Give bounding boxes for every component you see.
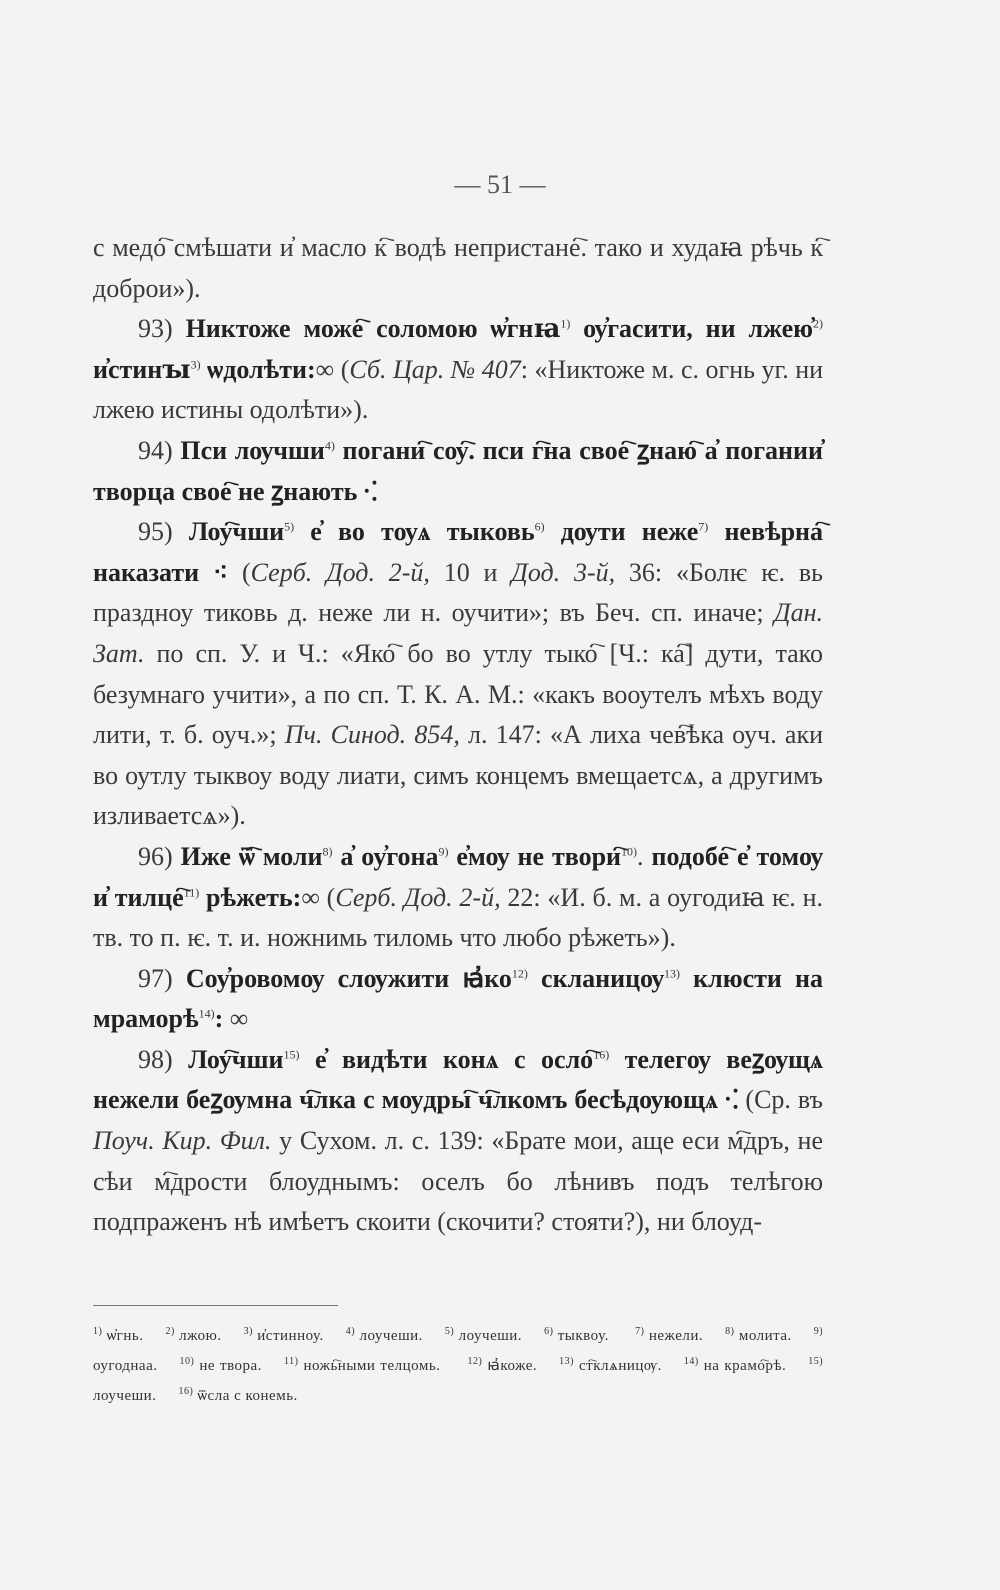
footnote-number: 11) <box>283 1356 299 1367</box>
church-slavonic-text: дѹти неже <box>560 517 699 547</box>
entry-number: 95) <box>138 517 173 547</box>
footnote-number: 13) <box>559 1356 574 1367</box>
footnote <box>165 1328 221 1344</box>
footnote-text: ножь҇ными телцомь. <box>303 1358 441 1374</box>
church-slavonic-text: Иже ѿ҇ моли <box>180 841 323 871</box>
main-text <box>93 228 823 1243</box>
church-slavonic-text: ѹ҆гасити, ни лжею҆ <box>583 314 814 344</box>
footnote-text: ст҇клѧницѹ. <box>579 1358 662 1374</box>
footnote-number: 8) <box>725 1326 735 1337</box>
footnote-ref-2: 2) <box>813 316 824 331</box>
footnote-text: ѡ҆гнь. <box>106 1328 144 1344</box>
paren: ( <box>326 882 336 912</box>
footnote-ref-15: 15) <box>283 1047 300 1062</box>
source-citation: Серб. Дод. 2-й, <box>250 557 430 587</box>
footnote <box>445 1328 522 1344</box>
commentary-text: 10 и <box>429 557 512 587</box>
footnote <box>178 1388 297 1404</box>
footnote-ref-7: 7) <box>698 519 709 534</box>
source-citation: Дод. 3-й, <box>511 557 616 587</box>
church-slavonic-text: клюсти на мраморѣ <box>93 963 824 1034</box>
footnote-ref-11: 11) <box>183 884 200 899</box>
church-slavonic-text: Соу҆ровомѹ слѹжити ꙗ҆ко <box>185 963 512 993</box>
footnote <box>635 1328 703 1344</box>
entry-number: 94) <box>138 435 173 465</box>
commentary-text: у Сухом. л. с. 139: «Брате мои, аще еси м҇дръ, не сѣи м҇дрости блоуднымъ: оселъ бо лѣнивъ подъ телѣгою подпраженъ нѣ имѣетъ скоити (скочити? стояти?), ни блоуд- <box>93 1126 823 1237</box>
footnote-number: 9) <box>813 1326 824 1337</box>
footnote-number: 4) <box>345 1326 356 1337</box>
source-citation: Серб. Дод. 2-й, <box>335 882 501 912</box>
footnote-ref-12: 12) <box>511 966 528 981</box>
entry-number: 93) <box>138 314 173 344</box>
footnote <box>684 1358 786 1374</box>
paren: ( <box>241 557 251 587</box>
footnote-text: ꙗ҆коже. <box>487 1358 538 1374</box>
source-citation: Пч. Синод. 854, <box>284 720 460 750</box>
church-slavonic-text: е҆ во тѹѧ тыковь <box>310 517 535 547</box>
commentary-text: по сп. У. и Ч.: «Яко҇ бо во утлу тыко҇ [Ч.: ка҇] дути, тако безумнаго учити», а по сп. Т. К. А. М.: «какъ вооутелъ мѣхъ воду лити, т. б. оуч.»; <box>93 638 823 750</box>
church-slavonic-text: ѡдолѣти: <box>207 354 316 384</box>
footnote <box>244 1328 324 1344</box>
footnote <box>180 1358 262 1374</box>
footnotes <box>93 1321 823 1411</box>
commentary-text: (Ср. въ <box>738 1085 823 1115</box>
church-slavonic-text: е҆ видѣти конѧ с осло҇ <box>314 1044 594 1074</box>
separator-mark: ∞ <box>301 882 320 912</box>
footnote-text: не твора. <box>199 1358 262 1374</box>
church-slavonic-text: е҆мѹ не твори҇ <box>456 841 622 871</box>
footnote-text: молита. <box>738 1328 792 1344</box>
footnote <box>93 1328 143 1344</box>
entry-95 <box>93 512 823 837</box>
footnote-number: 6) <box>544 1326 554 1337</box>
source-citation: Сб. Цар. № 407 <box>349 354 521 384</box>
page-number: — 51 — <box>454 170 546 199</box>
footnote-text: на крамо҇рѣ. <box>703 1358 787 1374</box>
footnote-number: 14) <box>683 1356 699 1367</box>
commentary-text: 22: «И. б. м. а оугодиꙗ ѥ. н. тв. то п. ѥ. т. и. ножнимь тиломь что любо рѣжеть»). <box>93 882 824 953</box>
footnote-number: 5) <box>444 1326 455 1337</box>
footnote-ref-3: 3) <box>190 357 201 372</box>
footnote-ref-14: 14) <box>198 1006 215 1021</box>
paren: ( <box>340 354 350 384</box>
footnote-text: и҆стинноу. <box>257 1328 324 1344</box>
entry-number: 98) <box>138 1044 173 1074</box>
separator-mark: ∞ <box>229 1004 249 1034</box>
footnote-ref-9: 9) <box>438 844 449 859</box>
church-slavonic-text: и҆стинꙑ <box>93 354 191 384</box>
punctuation: . <box>637 841 652 871</box>
footnote-ref-1: 1) <box>560 316 571 331</box>
church-slavonic-text: невѣрна҇ наказати ⁖ <box>93 517 824 587</box>
church-slavonic-text: : <box>214 1004 224 1034</box>
source-citation: Поуч. Кир. Фил. <box>93 1126 272 1156</box>
footnote-text: лоучеши. <box>93 1388 157 1404</box>
church-slavonic-text: Лоу҇чши <box>188 1044 284 1074</box>
entry-number: 96) <box>138 841 173 871</box>
entry-number: 97) <box>138 963 173 993</box>
footnote-number: 12) <box>467 1356 483 1367</box>
footnote-text: нежели. <box>648 1328 704 1344</box>
church-slavonic-text: Лоу҇чши <box>188 517 285 547</box>
entry-94 <box>93 431 823 512</box>
footnote-text: лоучеши. <box>359 1328 423 1344</box>
commentary-text: : «Никтоже м. с. огнь уг. ни лжею истины одолѣти»). <box>93 354 824 425</box>
entry-97 <box>93 959 823 1040</box>
footnote-text: ѿсла с конемь. <box>197 1388 298 1404</box>
church-slavonic-text: подобе҇ е҆ томѹ и҆ тилце҇ <box>93 841 824 912</box>
church-slavonic-text: телегѹ веꙁѹщѧ нежели беꙁѹмна ч҇лка с мѹдры҇ ч҇лкомъ бесѣдѹющѧ ⁖ <box>93 1044 824 1115</box>
commentary-text: 36: «Болѥ ѥ. вь праздноу тиковь д. неже ли н. оучити»; въ Беч. сп. иначе; <box>93 557 823 628</box>
church-slavonic-text: а҆ оу҆гона <box>340 841 439 871</box>
footnote-text: лжою. <box>179 1328 222 1344</box>
footnote-number: 10) <box>179 1356 195 1367</box>
entry-98 <box>93 1040 823 1243</box>
footnote <box>467 1358 537 1374</box>
paragraph-continuation: с медо҇ смѣшати и҆ масло к҇ водѣ непристане҇. тако и худаꙗ рѣчь к҇ доброи»). <box>93 233 823 303</box>
footnote-text: лоучеши. <box>458 1328 523 1344</box>
church-slavonic-text: Пси лѹчши <box>180 435 325 465</box>
footnote <box>725 1328 792 1344</box>
footnote <box>544 1328 609 1344</box>
footnote-ref-10: 10) <box>621 844 638 859</box>
entry-93 <box>93 309 823 431</box>
separator-mark: ∞ <box>315 354 335 384</box>
church-slavonic-text: скланицѹ <box>541 963 665 993</box>
footnote-ref-13: 13) <box>664 966 681 981</box>
commentary-text: л. 147: «А лиха чев҇ѣка оуч. аки во оутлу тыквоу воду лиати, симъ концемъ вмещаетсѧ, а другимъ изливаетсѧ»). <box>93 720 823 831</box>
footnote-ref-5: 5) <box>284 519 295 534</box>
source-citation: Дан. Зат. <box>93 598 823 668</box>
footnote-number: 16) <box>178 1386 194 1397</box>
footnote <box>559 1358 662 1374</box>
church-slavonic-text: рѣжеть: <box>206 882 302 912</box>
church-slavonic-text: погани҇ сѹ҇. пси г҇на свое҇ ꙁнаю҇ а҆ погании҆ творца свое҇ не ꙁнають ⁖ <box>93 435 823 506</box>
church-slavonic-text: Никтоже може҇ соломою ѡ҆гнꙗ <box>185 314 561 344</box>
footnote <box>346 1328 423 1344</box>
footnote-number: 2) <box>165 1326 175 1337</box>
footnote-number: 1) <box>93 1326 103 1337</box>
footnote <box>284 1358 440 1374</box>
footnote-text: тыквоу. <box>557 1328 609 1344</box>
entry-96 <box>93 837 823 959</box>
footnote-ref-8: 8) <box>322 844 333 859</box>
footnote-number: 3) <box>243 1326 253 1337</box>
footnote-number: 7) <box>635 1326 645 1337</box>
footnote-text: оугоднаа. <box>93 1358 158 1374</box>
footnote-ref-6: 6) <box>534 519 545 534</box>
footnote-divider <box>93 1305 338 1306</box>
footnote-ref-16: 16) <box>593 1047 610 1062</box>
footnote-ref-4: 4) <box>324 438 335 453</box>
footnote-number: 15) <box>808 1356 824 1367</box>
